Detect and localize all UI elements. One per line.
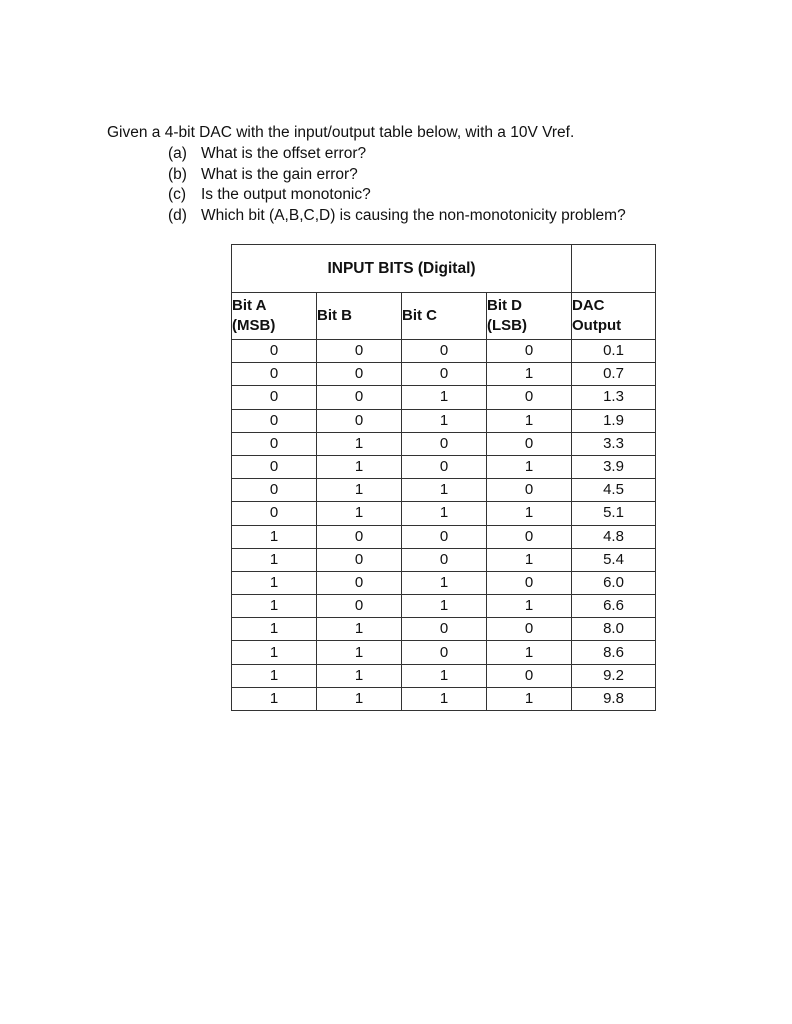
table-row xyxy=(232,386,656,409)
cell-dac-output: 4.8 xyxy=(572,525,656,548)
cell-bit-a: 1 xyxy=(232,595,317,618)
cell-dac-output: 6.6 xyxy=(572,595,656,618)
cell-bit-b: 1 xyxy=(317,687,402,710)
cell-bit-c: 1 xyxy=(402,571,487,594)
column-header-line1: Bit D xyxy=(487,297,522,314)
cell-bit-d: 0 xyxy=(487,664,572,687)
question-text: What is the gain error? xyxy=(201,165,358,183)
table-row xyxy=(232,409,656,432)
cell-bit-a: 0 xyxy=(232,432,317,455)
table-row xyxy=(232,525,656,548)
table-row xyxy=(232,479,656,502)
cell-dac-output: 9.8 xyxy=(572,687,656,710)
input-bits-header: INPUT BITS (Digital) xyxy=(232,245,572,293)
column-header-line2: (MSB) xyxy=(232,317,276,334)
table-row xyxy=(232,571,656,594)
cell-bit-a: 0 xyxy=(232,409,317,432)
question-text: Which bit (A,B,C,D) is causing the non-monotonicity problem? xyxy=(201,206,626,224)
table-row xyxy=(232,664,656,687)
question-marker: (d) xyxy=(168,206,187,224)
cell-bit-c: 0 xyxy=(402,432,487,455)
cell-bit-a: 1 xyxy=(232,548,317,571)
cell-dac-output: 3.3 xyxy=(572,432,656,455)
cell-dac-output: 5.4 xyxy=(572,548,656,571)
question-list xyxy=(168,144,626,226)
cell-dac-output: 5.1 xyxy=(572,502,656,525)
cell-bit-b: 1 xyxy=(317,618,402,641)
cell-bit-c: 1 xyxy=(402,502,487,525)
cell-bit-d: 1 xyxy=(487,595,572,618)
cell-bit-b: 0 xyxy=(317,548,402,571)
cell-bit-c: 0 xyxy=(402,525,487,548)
column-header-line1: Bit B xyxy=(317,307,352,324)
column-header-dac-output xyxy=(572,293,656,340)
column-header-bit-d xyxy=(487,293,572,340)
cell-dac-output: 3.9 xyxy=(572,455,656,478)
cell-bit-a: 0 xyxy=(232,479,317,502)
cell-dac-output: 1.9 xyxy=(572,409,656,432)
cell-bit-b: 1 xyxy=(317,664,402,687)
cell-bit-c: 0 xyxy=(402,455,487,478)
cell-bit-a: 0 xyxy=(232,363,317,386)
table-body xyxy=(232,340,656,711)
question-item xyxy=(168,165,626,186)
problem-intro: Given a 4-bit DAC with the input/output table below, with a 10V Vref. xyxy=(107,124,575,141)
cell-dac-output: 0.7 xyxy=(572,363,656,386)
cell-dac-output: 8.6 xyxy=(572,641,656,664)
cell-bit-a: 1 xyxy=(232,618,317,641)
cell-bit-c: 0 xyxy=(402,363,487,386)
cell-bit-a: 0 xyxy=(232,340,317,363)
cell-bit-b: 0 xyxy=(317,386,402,409)
cell-bit-d: 0 xyxy=(487,571,572,594)
cell-bit-a: 1 xyxy=(232,687,317,710)
cell-bit-b: 0 xyxy=(317,340,402,363)
cell-bit-b: 1 xyxy=(317,641,402,664)
table-row xyxy=(232,618,656,641)
empty-header-cell xyxy=(572,245,656,293)
cell-dac-output: 6.0 xyxy=(572,571,656,594)
cell-dac-output: 4.5 xyxy=(572,479,656,502)
cell-bit-d: 1 xyxy=(487,502,572,525)
column-header-row xyxy=(232,293,656,340)
question-text: Is the output monotonic? xyxy=(201,186,371,203)
table-row xyxy=(232,502,656,525)
cell-bit-d: 0 xyxy=(487,432,572,455)
cell-bit-a: 1 xyxy=(232,664,317,687)
column-header-bit-c xyxy=(402,293,487,340)
cell-bit-b: 0 xyxy=(317,409,402,432)
cell-bit-a: 1 xyxy=(232,571,317,594)
cell-bit-c: 0 xyxy=(402,340,487,363)
question-item xyxy=(168,144,626,165)
table-row xyxy=(232,641,656,664)
question-marker: (b) xyxy=(168,165,187,183)
table-row xyxy=(232,455,656,478)
column-header-bit-b xyxy=(317,293,402,340)
cell-bit-c: 1 xyxy=(402,409,487,432)
cell-bit-d: 0 xyxy=(487,479,572,502)
cell-bit-d: 0 xyxy=(487,618,572,641)
cell-bit-c: 0 xyxy=(402,641,487,664)
cell-bit-c: 1 xyxy=(402,386,487,409)
cell-bit-d: 1 xyxy=(487,409,572,432)
cell-bit-c: 0 xyxy=(402,618,487,641)
cell-bit-d: 1 xyxy=(487,687,572,710)
question-marker: (c) xyxy=(168,186,187,203)
cell-bit-b: 1 xyxy=(317,432,402,455)
column-header-line1: DAC xyxy=(572,297,605,314)
cell-bit-b: 1 xyxy=(317,479,402,502)
cell-dac-output: 0.1 xyxy=(572,340,656,363)
cell-bit-c: 1 xyxy=(402,687,487,710)
cell-bit-c: 0 xyxy=(402,548,487,571)
question-item xyxy=(168,185,626,206)
table-row xyxy=(232,363,656,386)
cell-dac-output: 1.3 xyxy=(572,386,656,409)
cell-bit-b: 0 xyxy=(317,363,402,386)
cell-dac-output: 8.0 xyxy=(572,618,656,641)
column-header-bit-a xyxy=(232,293,317,340)
cell-bit-d: 1 xyxy=(487,641,572,664)
cell-bit-d: 0 xyxy=(487,525,572,548)
cell-bit-b: 1 xyxy=(317,502,402,525)
column-header-line1: Bit C xyxy=(402,307,437,324)
cell-bit-a: 0 xyxy=(232,502,317,525)
column-header-line2: (LSB) xyxy=(487,317,527,334)
cell-bit-a: 0 xyxy=(232,455,317,478)
table-row xyxy=(232,687,656,710)
cell-bit-c: 1 xyxy=(402,479,487,502)
cell-bit-a: 0 xyxy=(232,386,317,409)
cell-bit-d: 0 xyxy=(487,386,572,409)
cell-bit-d: 0 xyxy=(487,340,572,363)
cell-bit-a: 1 xyxy=(232,641,317,664)
table-title-row xyxy=(232,245,656,293)
dac-table xyxy=(231,244,656,711)
column-header-line2: Output xyxy=(572,317,622,334)
table-row xyxy=(232,548,656,571)
question-marker: (a) xyxy=(168,145,187,162)
column-header-line1: Bit A xyxy=(232,297,267,314)
question-text: What is the offset error? xyxy=(201,145,367,162)
table-row xyxy=(232,432,656,455)
cell-bit-c: 1 xyxy=(402,595,487,618)
cell-bit-b: 0 xyxy=(317,595,402,618)
cell-bit-b: 0 xyxy=(317,525,402,548)
question-item xyxy=(168,206,626,227)
table-row xyxy=(232,340,656,363)
cell-bit-d: 1 xyxy=(487,548,572,571)
cell-bit-a: 1 xyxy=(232,525,317,548)
cell-bit-c: 1 xyxy=(402,664,487,687)
cell-bit-d: 1 xyxy=(487,363,572,386)
cell-bit-b: 0 xyxy=(317,571,402,594)
cell-bit-d: 1 xyxy=(487,455,572,478)
cell-bit-b: 1 xyxy=(317,455,402,478)
cell-dac-output: 9.2 xyxy=(572,664,656,687)
table-row xyxy=(232,595,656,618)
